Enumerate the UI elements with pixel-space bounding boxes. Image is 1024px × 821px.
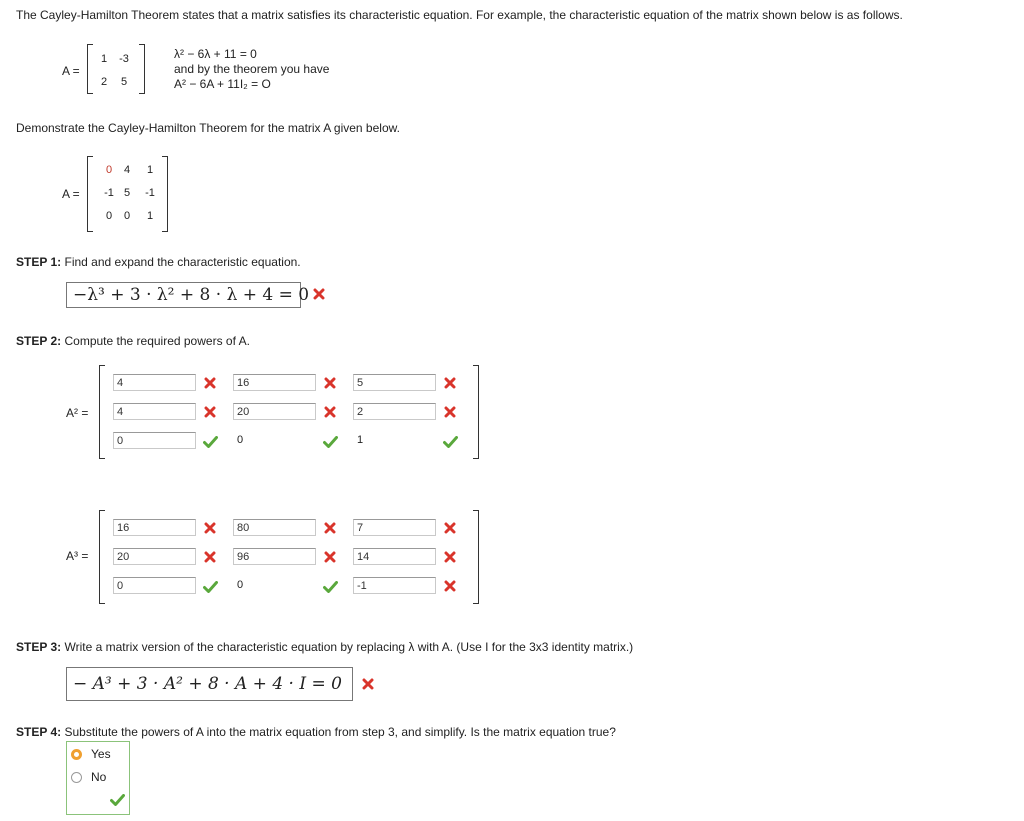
a2-input-r2c1[interactable]: 4 xyxy=(113,403,196,420)
step1-heading xyxy=(16,255,301,269)
example-right-bracket xyxy=(139,44,145,94)
incorrect-cross-icon xyxy=(444,580,456,592)
a3-input-r3c3[interactable]: -1 xyxy=(353,577,436,594)
step4-heading xyxy=(16,725,616,739)
incorrect-cross-icon xyxy=(204,522,216,534)
step3-answer-field[interactable]: − A³ + 3 · A² + 8 · A + 4 · I = 0 xyxy=(66,667,353,701)
incorrect-cross-icon xyxy=(204,551,216,563)
a3-input-r1c2[interactable]: 80 xyxy=(233,519,316,536)
a2-right-bracket xyxy=(473,365,479,459)
a3-input-r3c1[interactable]: 0 xyxy=(113,577,196,594)
a2-input-r1c3[interactable]: 5 xyxy=(353,374,436,391)
example-cell: 1 xyxy=(100,53,108,65)
option-no-label[interactable]: No xyxy=(91,770,107,784)
example-matrix-label: A = xyxy=(62,64,80,78)
a3-input-r1c1[interactable]: 16 xyxy=(113,519,196,536)
step1-answer-field[interactable]: −λ³ + 3 · λ² + 8 · λ + 4 = 0 xyxy=(66,282,301,308)
incorrect-cross-icon xyxy=(444,406,456,418)
a2-input-r1c1[interactable]: 4 xyxy=(113,374,196,391)
step3-label: STEP 3: xyxy=(16,640,62,654)
incorrect-cross-icon xyxy=(444,377,456,389)
a2-label: A² = xyxy=(66,406,89,420)
incorrect-cross-icon xyxy=(324,377,336,389)
a3-left-bracket xyxy=(99,510,105,604)
given-left-bracket xyxy=(87,156,93,232)
a3-input-r2c3[interactable]: 14 xyxy=(353,548,436,565)
radio-yes[interactable] xyxy=(71,749,82,760)
correct-check-icon xyxy=(203,436,218,448)
step2-text: Compute the required powers of A. xyxy=(64,334,250,348)
correct-check-icon xyxy=(443,436,458,448)
a3-value-r3c2: 0 xyxy=(237,579,244,591)
given-cell: 1 xyxy=(146,164,154,176)
radio-no[interactable] xyxy=(71,772,82,783)
a2-left-bracket xyxy=(99,365,105,459)
given-right-bracket xyxy=(162,156,168,232)
given-cell: 1 xyxy=(146,210,154,222)
a2-input-r1c2[interactable]: 16 xyxy=(233,374,316,391)
step1-incorrect-icon xyxy=(313,288,325,300)
step4-text: Substitute the powers of A into the matrix equation from step 3, and simplify. Is the matrix equation true? xyxy=(64,725,616,739)
step1-label: STEP 1: xyxy=(16,255,62,269)
given-cell: 0 xyxy=(123,210,131,222)
step1-text: Find and expand the characteristic equation. xyxy=(64,255,301,269)
a2-value-r3c2: 0 xyxy=(237,434,244,446)
given-cell: 4 xyxy=(123,164,131,176)
incorrect-cross-icon xyxy=(204,406,216,418)
correct-check-icon xyxy=(323,436,338,448)
incorrect-cross-icon xyxy=(324,551,336,563)
given-cell: 0 xyxy=(105,210,113,222)
a3-right-bracket xyxy=(473,510,479,604)
a3-input-r1c3[interactable]: 7 xyxy=(353,519,436,536)
step4-label: STEP 4: xyxy=(16,725,62,739)
incorrect-cross-icon xyxy=(204,377,216,389)
example-char-eq: λ² − 6λ + 11 = 0 xyxy=(174,47,257,61)
demonstrate-text: Demonstrate the Cayley-Hamilton Theorem for the matrix A given below. xyxy=(16,121,400,135)
incorrect-cross-icon xyxy=(324,522,336,534)
incorrect-cross-icon xyxy=(444,551,456,563)
incorrect-cross-icon xyxy=(324,406,336,418)
a2-input-r3c1[interactable]: 0 xyxy=(113,432,196,449)
option-yes-label[interactable]: Yes xyxy=(91,747,111,761)
given-cell: 5 xyxy=(123,187,131,199)
given-cell: -1 xyxy=(104,187,114,199)
a3-input-r2c1[interactable]: 20 xyxy=(113,548,196,565)
example-cell: 5 xyxy=(120,76,128,88)
correct-check-icon xyxy=(323,581,338,593)
correct-check-icon xyxy=(203,581,218,593)
step3-heading xyxy=(16,640,633,654)
given-matrix-label: A = xyxy=(62,187,80,201)
intro-text: The Cayley-Hamilton Theorem states that a matrix satisfies its characteristic equation. For example, the characteristic equation of the matrix shown below is as follows. xyxy=(16,8,903,22)
step3-text: Write a matrix version of the characteristic equation by replacing λ with A. (Use I for the 3x3 identity matrix.) xyxy=(64,640,634,654)
incorrect-cross-icon xyxy=(444,522,456,534)
example-cell: -3 xyxy=(119,53,129,65)
example-left-bracket xyxy=(87,44,93,94)
step2-heading xyxy=(16,334,250,348)
step2-label: STEP 2: xyxy=(16,334,62,348)
given-cell: -1 xyxy=(145,187,155,199)
step3-incorrect-icon xyxy=(362,678,374,690)
a2-input-r2c3[interactable]: 2 xyxy=(353,403,436,420)
example-cell: 2 xyxy=(100,76,108,88)
given-cell: 0 xyxy=(105,164,113,176)
a2-value-r3c3: 1 xyxy=(357,434,364,446)
step4-correct-icon xyxy=(110,794,125,806)
example-matrix-eq: A² − 6A + 11I₂ = O xyxy=(174,77,271,91)
a2-input-r2c2[interactable]: 20 xyxy=(233,403,316,420)
a3-label: A³ = xyxy=(66,549,89,563)
a3-input-r2c2[interactable]: 96 xyxy=(233,548,316,565)
example-theorem-text: and by the theorem you have xyxy=(174,62,330,76)
